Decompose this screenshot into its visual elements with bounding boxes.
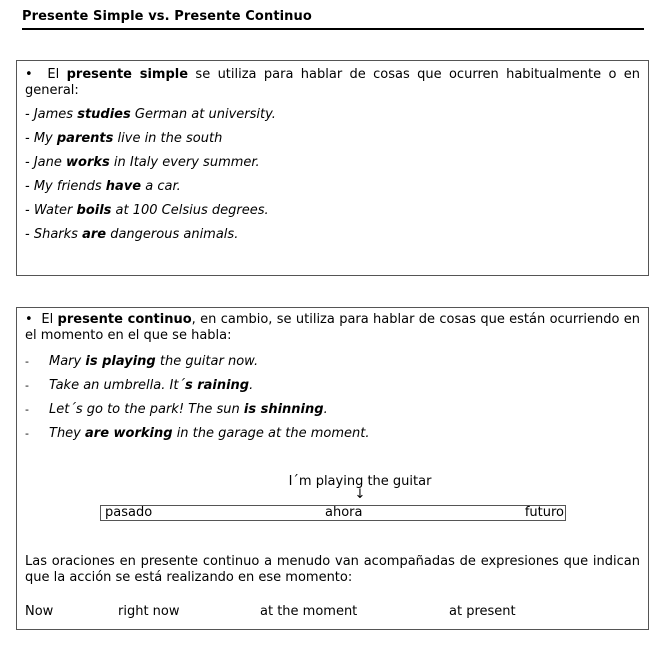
continuous-term: presente continuo <box>57 312 192 327</box>
continuous-example: - Let´s go to the park! The sun is shinning. <box>25 402 328 417</box>
dash-icon: - <box>25 379 29 392</box>
simple-present-box <box>16 60 649 276</box>
simple-example: - My parents live in the south <box>25 131 223 146</box>
simple-examples <box>25 107 640 243</box>
timeline-past-label: pasado <box>105 505 153 520</box>
timeline-bar <box>100 505 566 521</box>
simple-example: - Jane works in Italy every summer. <box>25 155 260 170</box>
timeline-caption: I´m playing the guitar ↓ <box>280 474 440 501</box>
simple-example: - Sharks are dangerous animals. <box>25 227 239 242</box>
page-title: Presente Simple vs. Presente Continuo <box>22 9 312 24</box>
dash-icon: - <box>25 427 29 440</box>
simple-intro: • El presente simple se utiliza para hablar de cosas que ocurren habitualmente o en general: <box>25 67 641 98</box>
continuous-intro: • El presente continuo, en cambio, se utiliza para hablar de cosas que están ocurriendo en el momento en el que se habla: <box>25 312 640 343</box>
timeline-future-label: futuro <box>524 505 564 520</box>
expressions-row <box>25 604 625 620</box>
dash-icon: - <box>25 355 29 368</box>
closing-text: Las oraciones en presente continuo a menudo van acompañadas de expresiones que indican que la acción se está realizando en ese momento: <box>25 554 640 585</box>
timeline-now-label: ahora <box>325 505 363 520</box>
page-title-bar <box>22 9 644 30</box>
dash-icon: - <box>25 403 29 416</box>
continuous-example: - They are working in the garage at the moment. <box>25 426 370 441</box>
simple-example: - My friends have a car. <box>25 179 181 194</box>
simple-example: - James studies German at university. <box>25 107 276 122</box>
expression-item: at the moment <box>260 604 358 619</box>
continuous-example: - Take an umbrella. It´s raining. <box>25 378 254 393</box>
bullet-icon: • <box>25 312 33 327</box>
continuous-examples <box>25 354 640 442</box>
bullet-icon: • <box>25 67 33 82</box>
simple-term: presente simple <box>66 67 189 82</box>
expression-item: right now <box>118 604 180 619</box>
expression-item: Now <box>25 604 54 619</box>
arrow-down-icon: ↓ <box>354 487 366 502</box>
continuous-example: - Mary is playing the guitar now. <box>25 354 259 369</box>
expression-item: at present <box>449 604 516 619</box>
simple-example: - Water boils at 100 Celsius degrees. <box>25 203 269 218</box>
present-continuous-box <box>16 307 649 630</box>
